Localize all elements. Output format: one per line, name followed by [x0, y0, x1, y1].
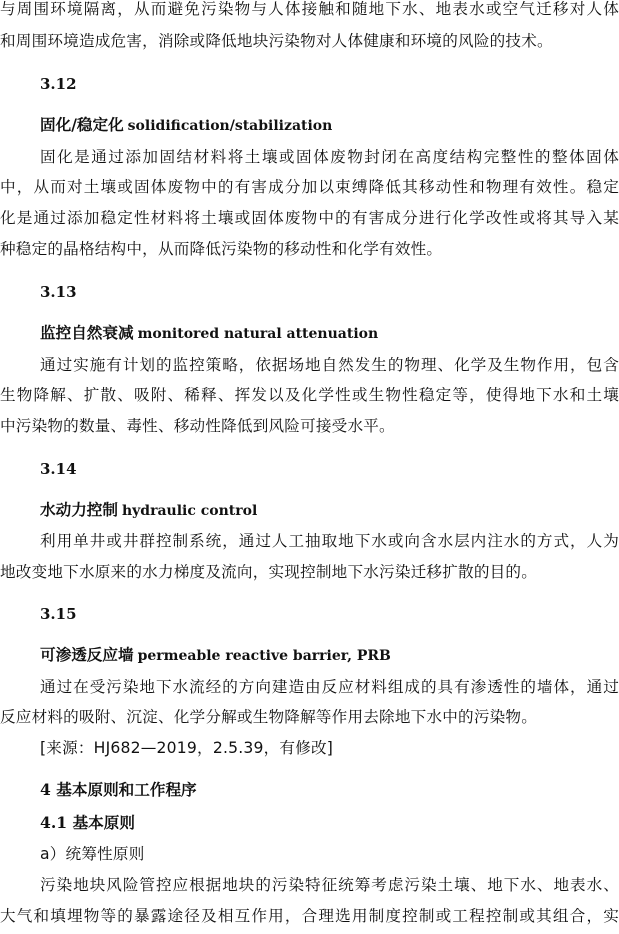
section-heading-4	[40, 779, 197, 801]
heading-text: 基本原则	[72, 814, 135, 832]
paragraph-line: 利用单井或井群控制系统，通过人工抽取地下水或向含水层内注水的方式，人为	[40, 532, 619, 550]
paragraph-line: 中，从而对土壤或固体废物中的有害成分加以束缚降低其移动性和物理有效性。稳定	[0, 178, 619, 196]
clause-number-3-15: 3.15	[40, 605, 77, 623]
paragraph-line: 地改变地下水原来的水力梯度及流向，实现控制地下水污染迁移扩散的目的。	[0, 563, 537, 581]
paragraph-line: 中污染物的数量、毒性、移动性降低到风险可接受水平。	[0, 417, 395, 435]
paragraph-line: 与周围环境隔离，从而避免污染物与人体接触和随地下水、地表水或空气迁移对人体	[0, 0, 619, 18]
clause-number-3-14: 3.14	[40, 460, 77, 478]
heading-text: 基本原则和工作程序	[56, 781, 197, 799]
paragraph-line: 通过实施有计划的监控策略，依据场地自然发生的物理、化学及生物作用，包含	[40, 356, 619, 374]
term-title-3-15	[40, 644, 391, 667]
term-zh: 固化/稳定化	[40, 116, 124, 134]
list-item: a）统筹性原则	[40, 845, 145, 863]
paragraph-line: 大气和填埋物等的暴露途径及相互作用，合理选用制度控制或工程控制或其组合，实	[0, 907, 619, 925]
clause-number-3-12: 3.12	[40, 75, 77, 93]
heading-number: 4	[40, 780, 51, 799]
heading-number: 4.1	[40, 813, 68, 832]
paragraph-line: 化是通过添加稳定性材料将土壤或固体废物中的有害成分进行化学改性或将其导入某	[0, 209, 619, 227]
paragraph-line: 和周围环境造成危害，消除或降低地块污染物对人体健康和环境的风险的技术。	[0, 32, 553, 50]
term-en: permeable reactive barrier, PRB	[137, 648, 391, 664]
term-en: solidification/stabilization	[127, 118, 333, 134]
paragraph-line: 固化是通过添加固结材料将土壤或固体废物封闭在高度结构完整性的整体固体	[40, 148, 619, 166]
term-title-3-12	[40, 114, 332, 137]
term-title-3-13	[40, 322, 378, 345]
term-zh: 监控自然衰减	[40, 324, 134, 342]
term-zh: 可渗透反应墙	[40, 646, 134, 664]
source-note: [来源：HJ682—2019，2.5.39，有修改]	[40, 739, 334, 757]
paragraph-line: 污染地块风险管控应根据地块的污染特征统筹考虑污染土壤、地下水、地表水、	[40, 876, 619, 894]
paragraph-line: 生物降解、扩散、吸附、稀释、挥发以及化学性或生物性稳定等，使得地下水和土壤	[0, 386, 619, 404]
term-en: monitored natural attenuation	[137, 326, 379, 342]
paragraph-line: 种稳定的晶格结构中，从而降低污染物的移动性和化学有效性。	[0, 240, 443, 258]
section-heading-4-1	[40, 812, 135, 834]
term-en: hydraulic control	[121, 503, 258, 519]
clause-number-3-13: 3.13	[40, 283, 77, 301]
term-title-3-14	[40, 499, 257, 522]
paragraph-line: 通过在受污染地下水流经的方向建造由反应材料组成的具有渗透性的墙体，通过	[40, 678, 619, 696]
paragraph-line: 反应材料的吸附、沉淀、化学分解或生物降解等作用去除地下水中的污染物。	[0, 708, 537, 726]
term-zh: 水动力控制	[40, 501, 118, 519]
